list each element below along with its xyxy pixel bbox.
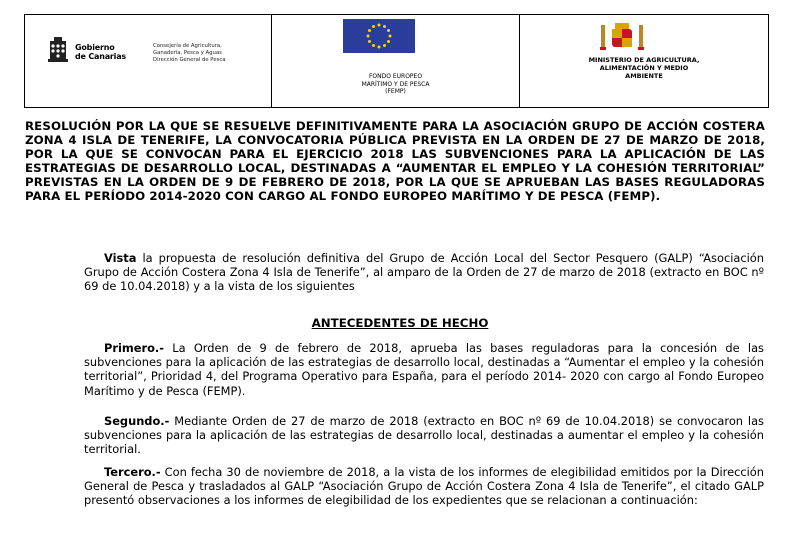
vista-lead: Vista [104, 251, 137, 265]
eu-star-icon [383, 44, 386, 47]
spain-coat-of-arms-icon [598, 21, 646, 51]
paragraph-lead: Primero.- [104, 341, 164, 355]
paragraph-text: La Orden de 9 de febrero de 2018, aprueba las bases reguladoras para la concesión de las subvenciones para la aplicación de las estrategias de desarrollo local, destinadas a “Aumentar el empleo y la cohesión territorial”, Prioridad 4, del Programa Operativo para España, para el período 2014- 2020 con cargo al Fondo Europeo Marítimo y de Pesca (FEMP). [84, 341, 764, 398]
paragraph-text: Mediante Orden de 27 de marzo de 2018 (extracto en BOC nº 69 de 10.04.2018) se convocaron las subvenciones para la aplicación de las estrategias de desarrollo local, destinadas a aumentar el empleo y la cohesión territorial. [84, 414, 764, 457]
paragraph-lead: Tercero.- [104, 465, 161, 479]
eu-star-icon [372, 44, 375, 47]
gobierno-canarias-name: Gobierno de Canarias [75, 43, 126, 61]
vista-text: la propuesta de resolución definitiva del Grupo de Acción Local del Sector Pesquero (GALP) “Asociación Grupo de Acción Costera Zona 4 Isla de Tenerife”, al amparo de la Orden de 27 de marzo de 2018 (extracto en BOC nº 69 de 10.04.2018) y a la vista de los siguientes [84, 251, 764, 294]
eu-star-icon [372, 25, 375, 28]
femp-cell [271, 15, 519, 107]
eu-star-icon [367, 35, 370, 38]
femp-caption: FONDO EUROPEO MARÍTIMO Y DE PESCA (FEMP) [361, 73, 430, 95]
ministry-cell [519, 15, 768, 107]
eu-star-icon [383, 25, 386, 28]
paragraph-tercero [84, 465, 764, 508]
section-heading: ANTECEDENTES DE HECHO [311, 316, 489, 330]
eu-star-icon [387, 29, 390, 32]
eu-star-icon [368, 40, 371, 43]
eu-star-icon [368, 29, 371, 32]
gobierno-canarias-crest-icon [47, 37, 69, 63]
paragraph-text: Con fecha 30 de noviembre de 2018, a la vista de los informes de elegibilidad emitidos por la Dirección General de Pesca y trasladados al GALP “Asociación Grupo de Acción Costera Zona 4 Isla de Tenerife”, el citado GALP presentó observaciones a los informes de elegibilidad de los expedientes que se relacionan a continuación: [84, 465, 764, 508]
paragraph-lead: Segundo.- [104, 414, 170, 428]
paragraph-segundo [84, 414, 764, 457]
vista-paragraph [84, 251, 764, 294]
ministry-caption: MINISTERIO DE AGRICULTURA, ALIMENTACIÓN Y MEDIO AMBIENTE [588, 56, 700, 80]
eu-flag-icon [343, 19, 415, 53]
eu-star-icon [387, 40, 390, 43]
resolution-title: RESOLUCIÓN POR LA QUE SE RESUELVE DEFINITIVAMENTE PARA LA ASOCIACIÓN GRUPO DE ACCIÓN COSTERA ZONA 4 ISLA DE TENERIFE, LA CONVOCATORIA PÚBLICA PREVISTA EN LA ORDEN DE 27 DE MARZO DE 2018, POR LA QUE SE CONVOCAN PARA EL EJERCICIO 2018 LAS SUBVENCIONES PARA LA APLICACIÓN DE LAS ESTRATEGIAS DE DESARROLLO LOCAL, DESTINADAS A “AUMENTAR EL EMPLEO Y LA COHESIÓN TERRITORIAL” PREVISTAS EN LA ORDEN DE 9 DE FEBRERO DE 2018, POR LA QUE SE APRUEBAN LAS BASES REGULADORAS PARA EL PERÍODO 2014-2020 CON CARGO AL FONDO EUROPEO MARÍTIMO Y DE PESCA (FEMP). [25, 119, 765, 203]
paragraph-primero [84, 341, 764, 398]
gobierno-canarias-cell [25, 15, 271, 107]
gobierno-canarias-department: Consejería de Agricultura, Ganadería, Pesca y Aguas Dirección General de Pesca [153, 43, 226, 64]
eu-star-icon [389, 35, 392, 38]
eu-star-icon [378, 46, 381, 49]
logo-header-table [24, 14, 769, 108]
eu-star-icon [378, 24, 381, 27]
